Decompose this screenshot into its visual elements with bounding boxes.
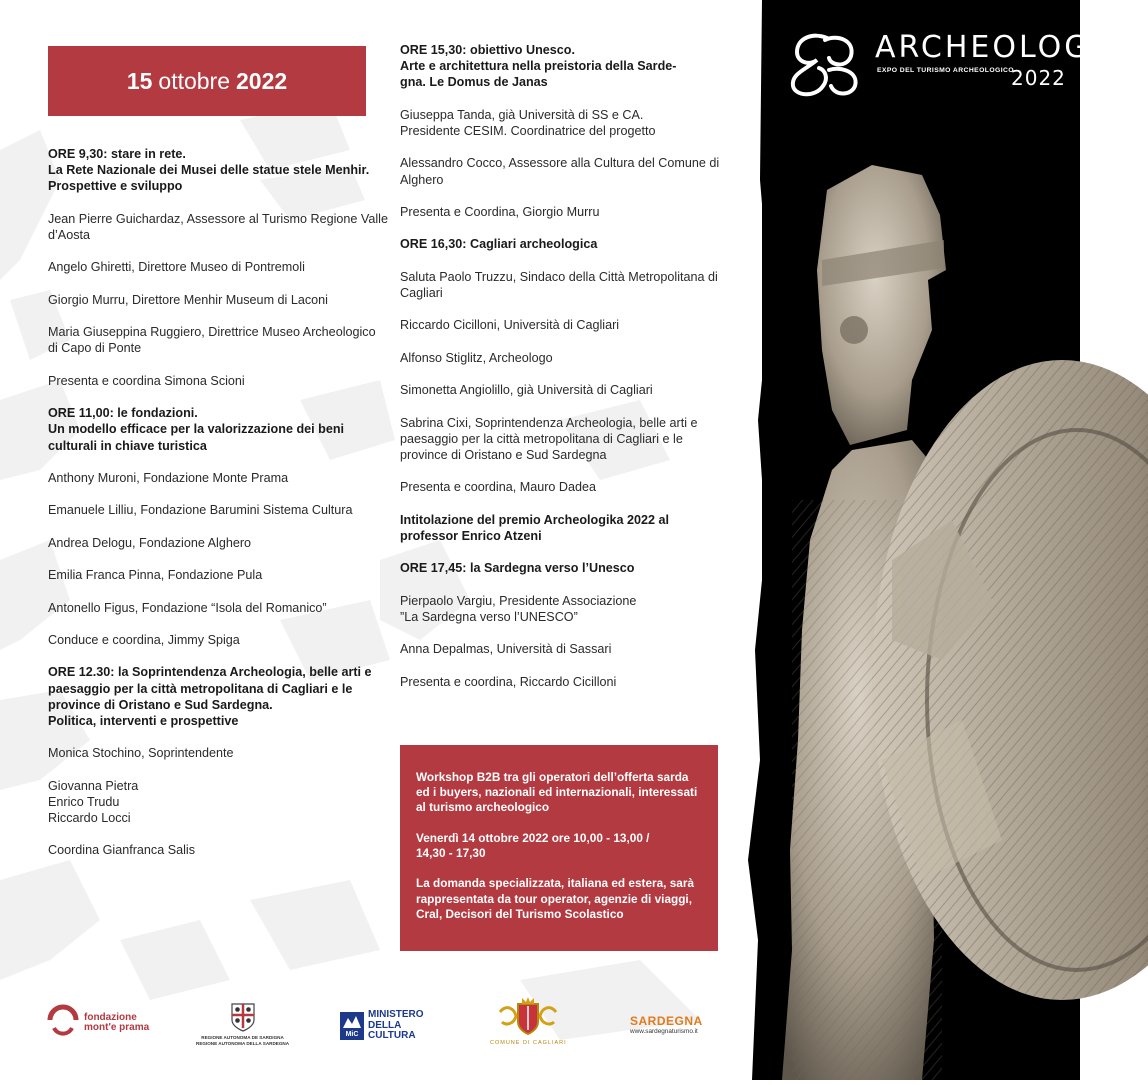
left-speaker-entry	[48, 470, 388, 486]
left-speaker-entry	[48, 567, 388, 583]
regione-sardegna-logo	[196, 1002, 289, 1047]
middle-line: Intitolazione del premio Archeologika 2022 al professor Enrico Atzeni	[400, 512, 669, 543]
date-month: ottobre	[158, 67, 231, 94]
left-line: Riccardo Locci	[48, 811, 131, 826]
fondazione-monte-prama-logo	[46, 1008, 149, 1038]
left-line: Presenta e coordina Simona Scioni	[48, 373, 245, 388]
middle-speaker-entry	[400, 415, 730, 464]
sponsor-logos	[0, 990, 760, 1060]
left-speaker-entry	[48, 373, 388, 389]
middle-speaker-entry	[400, 382, 730, 398]
left-speaker-entry	[48, 292, 388, 308]
left-speaker-entry	[48, 535, 388, 551]
middle-speaker-entry	[400, 269, 730, 301]
middle-line: Saluta Paolo Truzzu, Sindaco della Città Metropolitana di Cagliari	[400, 269, 718, 300]
left-line: Giorgio Murru, Direttore Menhir Museum di Laconi	[48, 292, 328, 307]
statue-illustration	[762, 0, 1080, 1080]
middle-line: ORE 17,45: la Sardegna verso l’Unesco	[400, 561, 635, 576]
archeologika-subtitle: EXPO DEL TURISMO ARCHEOLOGICO	[877, 67, 1014, 74]
cagliari-crest-icon	[496, 996, 560, 1036]
left-line: La Rete Nazionale dei Musei delle statue stele Menhir.	[48, 163, 370, 178]
middle-line: Sabrina Cixi, Soprintendenza Archeologia, belle arti e paesaggio per la città metropolitana di Cagliari e le province di Oristano e Sud Sardegna	[400, 415, 698, 462]
middle-speaker-entry	[400, 317, 730, 333]
left-line: Monica Stochino, Soprintendente	[48, 746, 234, 761]
middle-session-heading	[400, 236, 730, 252]
left-session-heading	[48, 405, 388, 454]
workshop-line: 14,30 - 17,30	[416, 846, 486, 860]
middle-speaker-entry	[400, 479, 730, 495]
middle-line: ORE 15,30: obiettivo Unesco.	[400, 43, 575, 57]
ministero-line2: DELLA	[368, 1019, 402, 1031]
mic-label: MiC	[345, 1030, 359, 1038]
left-line: ORE 11,00: le fondazioni.	[48, 406, 198, 421]
program-middle-column	[400, 42, 730, 706]
left-line: Anthony Muroni, Fondazione Monte Prama	[48, 470, 289, 485]
regione-crest-icon	[230, 1002, 256, 1032]
date-banner	[48, 46, 366, 116]
program-left-column	[48, 146, 388, 875]
middle-line: Arte e architettura nella preistoria della Sarde-	[400, 59, 677, 74]
middle-speaker-entry	[400, 641, 730, 657]
ministero-cultura-logo	[340, 1010, 424, 1042]
left-speaker-entry	[48, 600, 388, 616]
middle-line: ”La Sardegna verso l’UNESCO”	[400, 609, 578, 624]
left-line: Enrico Trudu	[48, 794, 120, 809]
middle-line: Anna Depalmas, Università di Sassari	[400, 642, 612, 657]
middle-line: ORE 16,30: Cagliari archeologica	[400, 237, 598, 252]
middle-speaker-entry	[400, 107, 730, 139]
middle-speaker-entry	[400, 204, 730, 220]
fondazione-arc-icon	[46, 1008, 80, 1038]
ministero-line1: MINISTERO	[368, 1009, 424, 1020]
left-line: Giovanna Pietra	[48, 778, 139, 793]
sardegna-label: SARDEGNA	[630, 1014, 703, 1028]
middle-line: Presenta e coordina, Mauro Dadea	[400, 480, 597, 495]
workshop-paragraph	[416, 770, 702, 816]
left-line: Angelo Ghiretti, Direttore Museo di Pontremoli	[48, 260, 305, 275]
middle-line: Presenta e Coordina, Giorgio Murru	[400, 204, 600, 219]
middle-session-heading	[400, 512, 730, 544]
fondazione-label: fondazione	[84, 1012, 137, 1023]
ministero-line3: CULTURA	[368, 1030, 416, 1041]
left-line: Antonello Figus, Fondazione “Isola del Romanico”	[48, 600, 327, 615]
left-line: Politica, interventi e prospettive	[48, 713, 239, 728]
workshop-line: Venerdì 14 ottobre 2022 ore 10,00 - 13,00 /	[416, 830, 650, 845]
left-speaker-entry	[48, 324, 388, 356]
left-line: ORE 9,30: stare in rete.	[48, 147, 186, 161]
date-year: 2022	[236, 67, 288, 94]
middle-line: Pierpaolo Vargiu, Presidente Associazione	[400, 593, 637, 608]
workshop-box	[400, 745, 718, 951]
sardegna-turismo-logo	[630, 1014, 703, 1035]
archeologika-logo	[785, 30, 1148, 100]
archeologika-title: ARCHEOLOGIKA	[875, 30, 1148, 65]
workshop-paragraph	[416, 876, 702, 922]
left-line: Maria Giuseppina Ruggiero, Direttrice Museo Archeologico di Capo di Ponte	[48, 325, 376, 356]
left-line: ORE 12.30: la Soprintendenza Archeologia, belle arti e paesaggio per la città metropolitana di Cagliari e le province di Oristano e Sud Sardegna.	[48, 665, 372, 712]
workshop-line: Workshop B2B tra gli operatori dell’offerta sarda ed i buyers, nazionali ed internazionali, interessati al turismo archeologico	[416, 770, 698, 815]
statue-image-panel	[762, 0, 1080, 1080]
middle-line: Presenta e coordina, Riccardo Cicilloni	[400, 674, 617, 689]
middle-session-heading	[400, 560, 730, 576]
regione-label-italiano: REGIONE AUTONOMA DELLA SARDEGNA	[196, 1041, 290, 1046]
workshop-paragraph	[416, 831, 702, 861]
left-line: Prospettive e sviluppo	[48, 179, 183, 194]
left-line: Emanuele Lilliu, Fondazione Barumini Sistema Cultura	[48, 503, 353, 518]
monte-prama-label: mont'e prama	[84, 1022, 150, 1033]
middle-speaker-entry	[400, 593, 730, 625]
middle-line: Alessandro Cocco, Assessore alla Cultura del Comune di Alghero	[400, 156, 720, 187]
regione-label-sardo: REGIONE AUTONOMA DE SARDIGNA	[201, 1035, 284, 1040]
left-line: Coordina Gianfranca Salis	[48, 843, 196, 858]
left-session-heading	[48, 664, 388, 729]
middle-speaker-entry	[400, 155, 730, 187]
middle-line: Simonetta Angiolillo, già Università di Cagliari	[400, 383, 653, 398]
statue-head	[817, 165, 946, 445]
left-line: Jean Pierre Guichardaz, Assessore al Turismo Regione Valle d’Aosta	[48, 211, 388, 242]
middle-line: Presidente CESIM. Coordinatrice del progetto	[400, 124, 656, 138]
workshop-line: La domanda specializzata, italiana ed estera, sarà rappresentata da tour operator, agenzie di viaggi, Cral, Decisori del Turismo Scolastico	[416, 876, 695, 921]
left-line: Conduce e coordina, Jimmy Spiga	[48, 632, 240, 647]
left-line: Un modello efficace per la valorizzazione dei beni culturali in chiave turistica	[48, 422, 345, 453]
archeologika-emblem-icon	[785, 30, 865, 100]
middle-line: Giuseppa Tanda, già Università di SS e CA.	[400, 107, 644, 122]
middle-line: Alfonso Stiglitz, Archeologo	[400, 350, 553, 365]
left-speaker-entry	[48, 745, 388, 761]
left-speaker-entry	[48, 632, 388, 648]
middle-line: Riccardo Cicilloni, Università di Cagliari	[400, 318, 620, 333]
mic-icon	[340, 1012, 364, 1040]
left-speaker-entry	[48, 842, 388, 858]
middle-speaker-entry	[400, 350, 730, 366]
cagliari-label: COMUNE DI CAGLIARI	[490, 1040, 567, 1046]
left-line: Andrea Delogu, Fondazione Alghero	[48, 535, 252, 550]
left-speaker-entry	[48, 259, 388, 275]
left-speaker-entry	[48, 211, 388, 243]
comune-cagliari-logo	[490, 996, 567, 1046]
middle-session-heading	[400, 42, 730, 91]
middle-speaker-entry	[400, 674, 730, 690]
date-day: 15	[126, 67, 153, 94]
left-speaker-entry	[48, 778, 388, 827]
left-speaker-entry	[48, 502, 388, 518]
middle-line: gna. Le Domus de Janas	[400, 75, 548, 90]
archeologika-year: 2022	[1011, 66, 1066, 90]
left-line: Emilia Franca Pinna, Fondazione Pula	[48, 568, 263, 583]
left-session-heading	[48, 146, 388, 195]
sardegna-url: www.sardegnaturismo.it	[630, 1028, 698, 1035]
